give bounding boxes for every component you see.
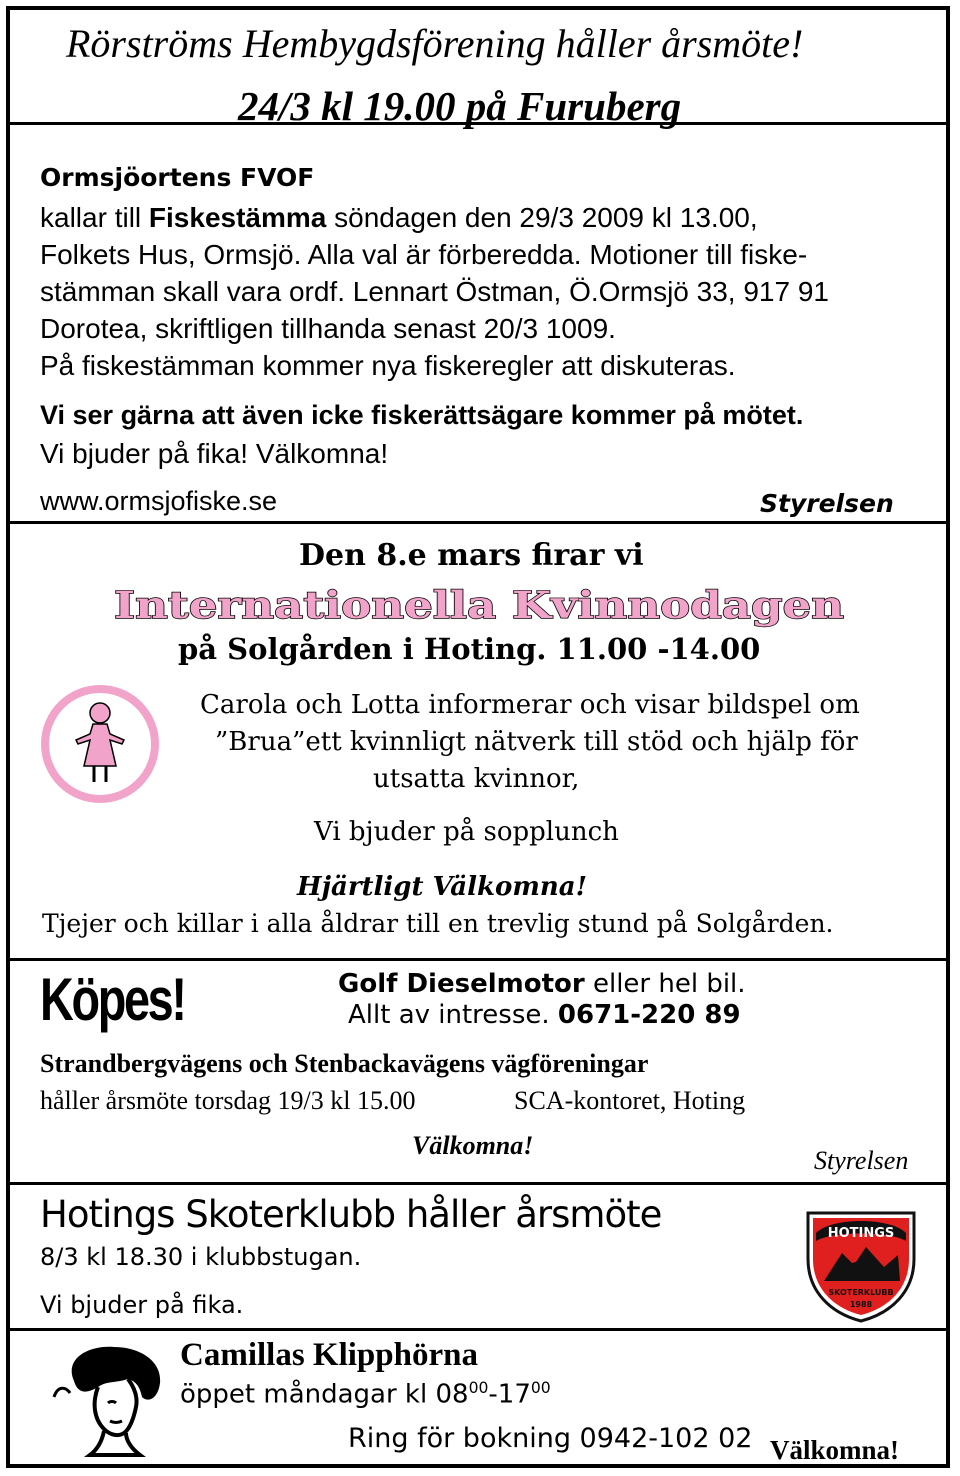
kvinnodag-headline-graphic [110, 578, 850, 628]
kopes-line2-text: Allt av intresse. [348, 1000, 558, 1030]
fvof-heading: Ormsjöortens FVOF [40, 163, 315, 192]
kvinnodag-place: på Solgården i Hoting. 11.00 -14.00 [178, 632, 761, 666]
klipp-ad [10, 1331, 946, 1466]
fvof-line1 [40, 202, 758, 234]
skoter-notice [10, 1185, 946, 1328]
fvof-line3: stämman skall vara ordf. Lennart Östman, Ö.Ormsjö 33, 917 91 [40, 276, 830, 307]
vag-welcome: Välkomna! [412, 1131, 534, 1160]
kopes-title: Köpes! [40, 966, 185, 1033]
klipp-hours-sup2: 00 [530, 1379, 551, 1397]
klipp-welcome: Välkomna! [770, 1435, 900, 1465]
hembygd-title: Rörströms Hembygdsförening håller årsmöte! [66, 21, 804, 66]
vag-line1: håller årsmöte torsdag 19/3 kl 15.00 [40, 1086, 416, 1115]
kvinnodag-lunch: Vi bjuder på sopplunch [314, 817, 619, 847]
kopes-item: Golf Dieselmotor [338, 969, 585, 999]
skoter-line1: 8/3 kl 18.30 i klubbstugan. [40, 1243, 362, 1271]
kvinnodag-footer: Tjejer och killar i alla åldrar till en trevlig stund på Solgården. [42, 909, 834, 938]
klipp-hours [180, 1379, 551, 1410]
woman-head-silhouette-icon [44, 1341, 182, 1461]
vag-notice [10, 1041, 946, 1181]
fvof-line7: Vi bjuder på fika! Välkomna! [40, 438, 389, 469]
klipp-hours-a: öppet måndagar kl 08 [180, 1379, 469, 1410]
logo-top-text: HOTINGS [827, 1226, 895, 1241]
kopes-line1 [338, 969, 746, 999]
logo-year-text: 1988 [849, 1300, 873, 1309]
kopes-phone: 0671-220 89 [557, 1000, 741, 1030]
vag-heading: Strandbergvägens och Stenbackavägens vägföreningar [40, 1049, 649, 1078]
fvof-line6: Vi ser gärna att även icke fiskerättsägare kommer på mötet. [40, 400, 804, 430]
kvinnodag-headline: Internationella Kvinnodagen [114, 583, 845, 627]
fvof-url[interactable]: www.ormsjofiske.se [40, 486, 278, 516]
fvof-fiskestamma: Fiskestämma [148, 202, 327, 233]
fvof-notice [10, 125, 946, 521]
fvof-line1-a: kallar till [40, 202, 149, 233]
klipp-hours-b: -17 [488, 1379, 531, 1410]
klipp-hours-sup1: 00 [468, 1379, 489, 1397]
vag-place: SCA-kontoret, Hoting [514, 1086, 746, 1115]
woman-symbol-icon [38, 682, 162, 806]
kopes-line2 [348, 1000, 741, 1030]
kvinnodag-welcome: Hjärtligt Välkomna! [297, 872, 588, 902]
skoterklubb-logo [802, 1209, 920, 1325]
logo-bottom-text: SKOTERKLUBB [828, 1288, 894, 1297]
fvof-line4: Dorotea, skriftligen tillhanda senast 20/3 1009. [40, 313, 616, 344]
skoter-title: Hotings Skoterklubb håller årsmöte [40, 1193, 662, 1236]
skoter-line2: Vi bjuder på fika. [40, 1291, 244, 1319]
fvof-line5: På fiskestämman kommer nya fiskeregler att diskuteras. [40, 350, 736, 381]
klipp-title: Camillas Klipphörna [180, 1337, 478, 1373]
kvinnodag-notice [10, 524, 946, 957]
hembygd-when: 24/3 kl 19.00 på Furuberg [238, 83, 682, 129]
vag-signature: Styrelsen [814, 1146, 909, 1175]
kvinnodag-line1: Den 8.e mars firar vi [299, 538, 644, 573]
klipp-phone: Ring för bokning 0942-102 02 [348, 1423, 753, 1454]
fvof-line1-c: söndagen den 29/3 2009 kl 13.00, [326, 202, 758, 233]
fvof-line2: Folkets Hus, Ormsjö. Alla val är förberedda. Motioner till fiske- [40, 239, 808, 270]
fvof-signature: Styrelsen [760, 489, 894, 518]
kopes-line1-rest: eller hel bil. [584, 969, 746, 999]
newsletter-page [6, 6, 950, 1468]
hembygd-notice [10, 10, 946, 129]
kopes-ad [10, 961, 946, 1041]
kvinnodag-info1: Carola och Lotta informerar och visar bildspel om [200, 690, 860, 720]
kvinnodag-info3: utsatta kvinnor, [373, 764, 580, 794]
kvinnodag-info2: ”Brua”ett kvinnligt nätverk till stöd och hjälp för [215, 727, 858, 757]
